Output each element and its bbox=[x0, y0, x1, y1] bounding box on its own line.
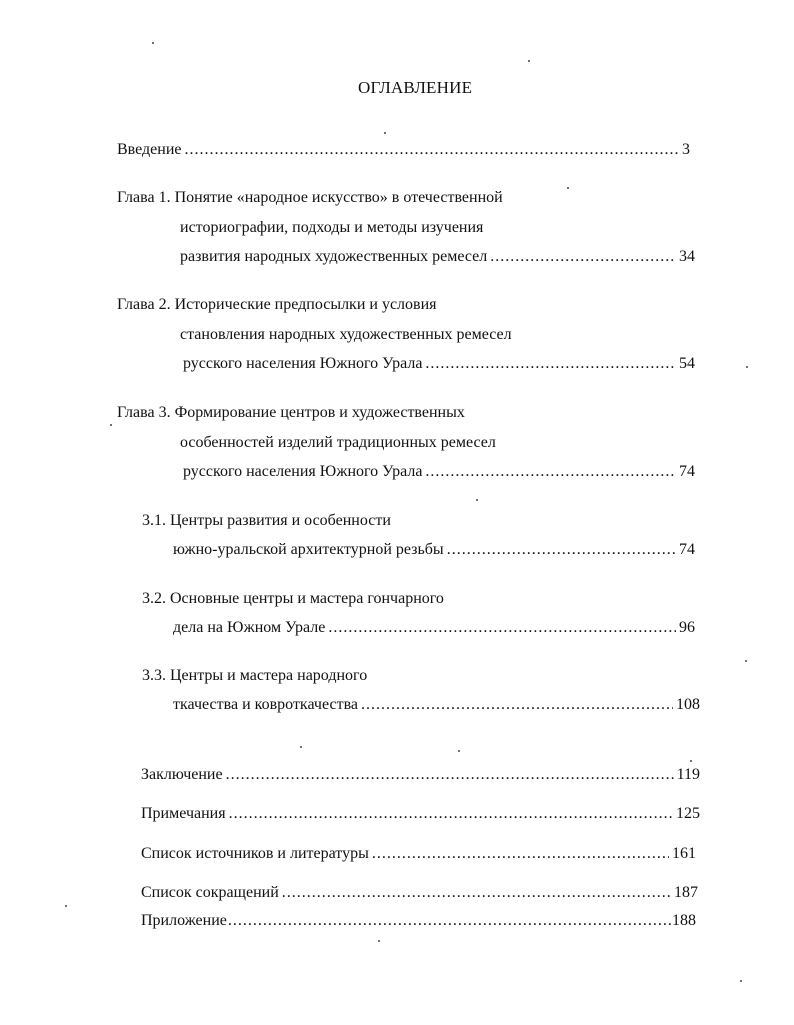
dot-leader bbox=[226, 764, 674, 786]
scan-speck bbox=[384, 132, 386, 134]
toc-page-number: 187 bbox=[674, 884, 698, 901]
scan-speck bbox=[745, 660, 747, 662]
scan-speck bbox=[740, 980, 742, 982]
toc-entry-sources[interactable] bbox=[141, 843, 696, 865]
toc-label: Список сокращений bbox=[141, 884, 279, 901]
toc-chapter-3-line-1: Глава 3. Формирование центров и художественных bbox=[117, 404, 465, 421]
dot-leader bbox=[425, 353, 676, 375]
toc-entry-notes[interactable] bbox=[141, 803, 700, 825]
dot-leader bbox=[447, 539, 676, 561]
scan-speck bbox=[746, 366, 748, 368]
toc-entry-section-3-3[interactable] bbox=[173, 694, 700, 716]
dot-leader bbox=[228, 910, 671, 932]
toc-label: Список источников и литературы bbox=[141, 845, 369, 862]
dot-leader bbox=[328, 617, 676, 639]
toc-section-3-3-line-1: 3.3. Центры и мастера народного bbox=[142, 667, 368, 684]
toc-label: русского населения Южного Урала bbox=[183, 355, 423, 372]
toc-label: дела на Южном Урале bbox=[173, 619, 326, 636]
toc-label: ткачества и ковроткачества bbox=[173, 696, 359, 713]
dot-leader bbox=[185, 139, 680, 161]
toc-label: Приложение bbox=[141, 912, 227, 929]
scan-speck bbox=[690, 760, 692, 762]
toc-entry-appendix[interactable] bbox=[141, 910, 696, 932]
scan-speck bbox=[528, 60, 530, 62]
dot-leader bbox=[425, 461, 676, 483]
toc-page-number: 161 bbox=[672, 845, 696, 862]
toc-label: развития народных художественных ремесел bbox=[180, 248, 488, 265]
scan-speck bbox=[567, 187, 569, 189]
toc-section-3-2-line-1: 3.2. Основные центры и мастера гончарного bbox=[142, 590, 444, 607]
toc-entry-abbreviations[interactable] bbox=[141, 882, 698, 904]
toc-chapter-2-line-2: становления народных художественных ремесел bbox=[180, 326, 512, 343]
toc-page-number: 188 bbox=[672, 912, 696, 929]
toc-label: Заключение bbox=[141, 766, 223, 783]
toc-page-number: 74 bbox=[679, 463, 695, 480]
toc-page-number: 3 bbox=[682, 141, 690, 158]
toc-page-number: 125 bbox=[676, 805, 700, 822]
dot-leader bbox=[229, 803, 673, 825]
dot-leader bbox=[282, 882, 671, 904]
scan-speck bbox=[300, 746, 302, 748]
dot-leader bbox=[372, 843, 669, 865]
toc-entry-chapter-2[interactable] bbox=[183, 353, 695, 375]
toc-entry-conclusion[interactable] bbox=[141, 764, 700, 786]
scan-speck bbox=[458, 750, 460, 752]
toc-entry-chapter-3[interactable] bbox=[183, 461, 695, 483]
toc-entry-section-3-1[interactable] bbox=[173, 539, 695, 561]
toc-chapter-2-line-1: Глава 2. Исторические предпосылки и условия bbox=[117, 296, 437, 313]
toc-page-number: 119 bbox=[676, 766, 700, 783]
scan-speck bbox=[476, 499, 478, 501]
toc-section-3-1-line-1: 3.1. Центры развития и особенности bbox=[142, 512, 391, 529]
toc-page-number: 74 bbox=[679, 541, 695, 558]
toc-page-number: 108 bbox=[676, 696, 700, 713]
dot-leader bbox=[361, 694, 673, 716]
toc-chapter-1-line-1: Глава 1. Понятие «народное искусство» в отечественной bbox=[117, 189, 503, 206]
toc-label: южно-уральской архитектурной резьбы bbox=[173, 541, 444, 558]
toc-entry-chapter-1[interactable] bbox=[180, 246, 695, 268]
toc-label: русского населения Южного Урала bbox=[183, 463, 423, 480]
dot-leader bbox=[490, 246, 676, 268]
scan-speck bbox=[152, 42, 154, 44]
toc-entry-intro[interactable] bbox=[117, 139, 690, 161]
scan-speck bbox=[65, 905, 67, 907]
scan-speck bbox=[110, 424, 112, 426]
scan-speck bbox=[378, 940, 380, 942]
toc-page-number: 96 bbox=[679, 619, 695, 636]
page-title: ОГЛАВЛЕНИЕ bbox=[358, 78, 473, 97]
toc-page-number: 34 bbox=[679, 248, 695, 265]
toc-entry-section-3-2[interactable] bbox=[173, 617, 695, 639]
toc-chapter-3-line-2: особенностей изделий традиционных ремесел bbox=[180, 434, 496, 451]
toc-label: Примечания bbox=[141, 805, 226, 822]
toc-page-number: 54 bbox=[679, 355, 695, 372]
toc-label: Введение bbox=[117, 141, 182, 158]
toc-chapter-1-line-2: историографии, подходы и методы изучения bbox=[180, 219, 484, 236]
